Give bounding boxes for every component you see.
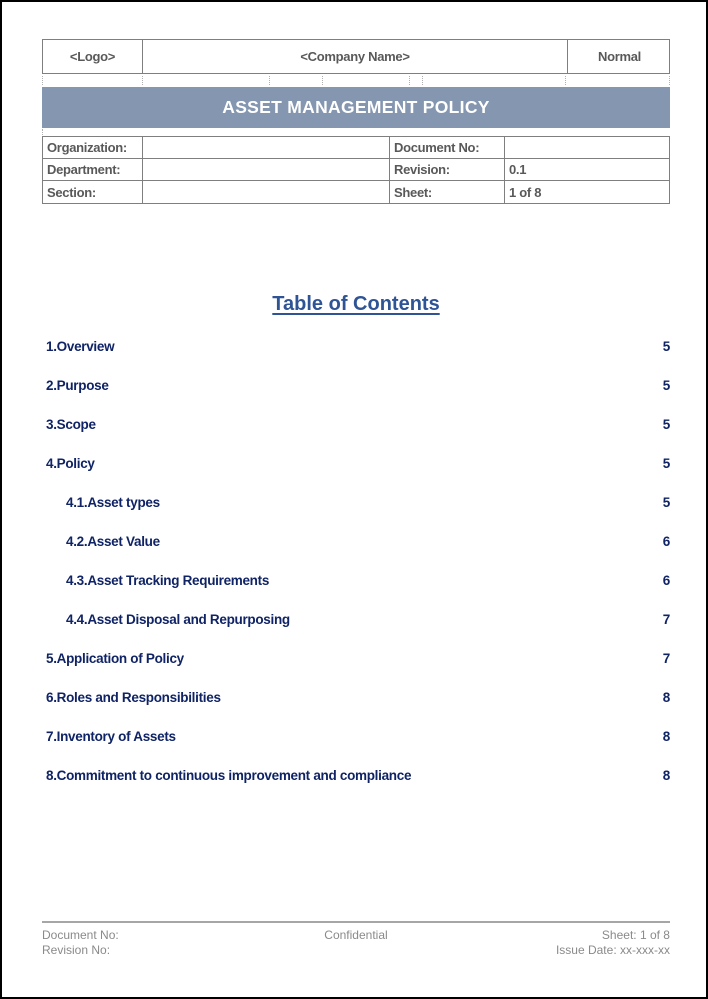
toc-entry-label: 7.Inventory of Assets [46, 729, 176, 744]
document-title: ASSET MANAGEMENT POLICY [222, 97, 490, 117]
toc-entry[interactable] [42, 339, 670, 354]
table-gridline-tick [269, 76, 270, 85]
document-title-banner [42, 87, 670, 128]
footer-right [461, 928, 670, 958]
toc-entry[interactable] [42, 729, 670, 744]
header-table [42, 39, 670, 74]
toc-entry[interactable] [42, 378, 670, 393]
table-gridline-tick [142, 76, 143, 85]
toc-entry-label: 6.Roles and Responsibilities [46, 690, 221, 705]
department-label: Department: [43, 159, 143, 180]
table-row [43, 181, 669, 203]
table-gridline-strip [42, 74, 670, 87]
toc-title: Table of Contents [272, 293, 440, 315]
table-gridline-tick [322, 76, 323, 85]
toc-entry-page-number: 5 [662, 495, 670, 510]
toc-entry-page-number: 6 [662, 534, 670, 549]
page-footer [42, 921, 670, 958]
sheet-label: Sheet: [390, 181, 505, 203]
table-row [43, 159, 669, 181]
toc-entry-label: 8.Commitment to continuous improvement and compliance [46, 768, 412, 783]
toc-entry-page-number: 5 [662, 339, 670, 354]
toc-entry-page-number: 5 [662, 456, 670, 471]
toc-entry-page-number: 7 [662, 612, 670, 627]
footer-revision-no: Revision No: [42, 943, 111, 957]
toc-entry[interactable] [42, 456, 670, 471]
table-gridline-tick [422, 76, 423, 85]
table-gridline-tick [42, 129, 43, 135]
document-meta-table [42, 136, 670, 204]
table-gridline-tick [42, 76, 43, 85]
footer-issue-date: Issue Date: xx-xxx-xx [555, 943, 670, 957]
toc-title-wrap [42, 293, 670, 316]
toc-entry-page-number: 8 [662, 768, 670, 783]
document-no-value [505, 137, 671, 158]
toc-entry-label: 4.1.Asset types [66, 495, 160, 510]
toc-entry-label: 4.2.Asset Value [66, 534, 160, 549]
toc-entry-label: 4.3.Asset Tracking Requirements [66, 573, 270, 588]
toc-entry[interactable] [42, 573, 670, 588]
sheet-value: 1 of 8 [509, 184, 542, 200]
table-gridline-tick [409, 76, 410, 85]
company-name-cell: <Company Name> [143, 40, 568, 73]
revision-label: Revision: [390, 159, 505, 180]
toc-entry-page-number: 7 [662, 651, 670, 666]
toc-entry[interactable] [42, 534, 670, 549]
toc-entry-label: 4.4.Asset Disposal and Repurposing [66, 612, 290, 627]
department-value [143, 159, 390, 180]
logo-cell: <Logo> [43, 40, 143, 73]
toc-entry-page-number: 8 [662, 729, 670, 744]
revision-value: 0.1 [509, 162, 527, 177]
toc-entry-label: 5.Application of Policy [46, 651, 184, 666]
table-row [43, 137, 669, 159]
toc-entry-page-number: 8 [662, 690, 670, 705]
footer-sheet: Sheet: 1 of 8 [601, 928, 670, 942]
table-gridline-tick [669, 76, 670, 85]
section-value [143, 181, 390, 203]
toc-entry-label: 2.Purpose [46, 378, 109, 393]
toc-entry-page-number: 5 [662, 378, 670, 393]
document-no-label: Document No: [390, 137, 505, 158]
footer-left [42, 928, 251, 958]
organization-value [143, 137, 390, 158]
footer-confidential: Confidential [324, 928, 388, 942]
footer-document-no: Document No: [42, 928, 119, 942]
toc-entry[interactable] [42, 612, 670, 627]
toc-entry[interactable] [42, 690, 670, 705]
toc-entry[interactable] [42, 768, 670, 783]
toc-entry-label: 4.Policy [46, 456, 95, 471]
toc-entry[interactable] [42, 417, 670, 432]
toc-entry[interactable] [42, 651, 670, 666]
footer-center [251, 928, 460, 958]
toc-list [42, 333, 670, 783]
toc-entry[interactable] [42, 495, 670, 510]
organization-label: Organization: [43, 137, 143, 158]
toc-entry-page-number: 5 [662, 417, 670, 432]
toc-entry-label: 3.Scope [46, 417, 96, 432]
toc-entry-page-number: 6 [662, 573, 670, 588]
doc-type-cell: Normal [598, 49, 641, 64]
section-label: Section: [43, 181, 143, 203]
table-gridline-tick [565, 76, 566, 85]
toc-entry-label: 1.Overview [46, 339, 115, 354]
